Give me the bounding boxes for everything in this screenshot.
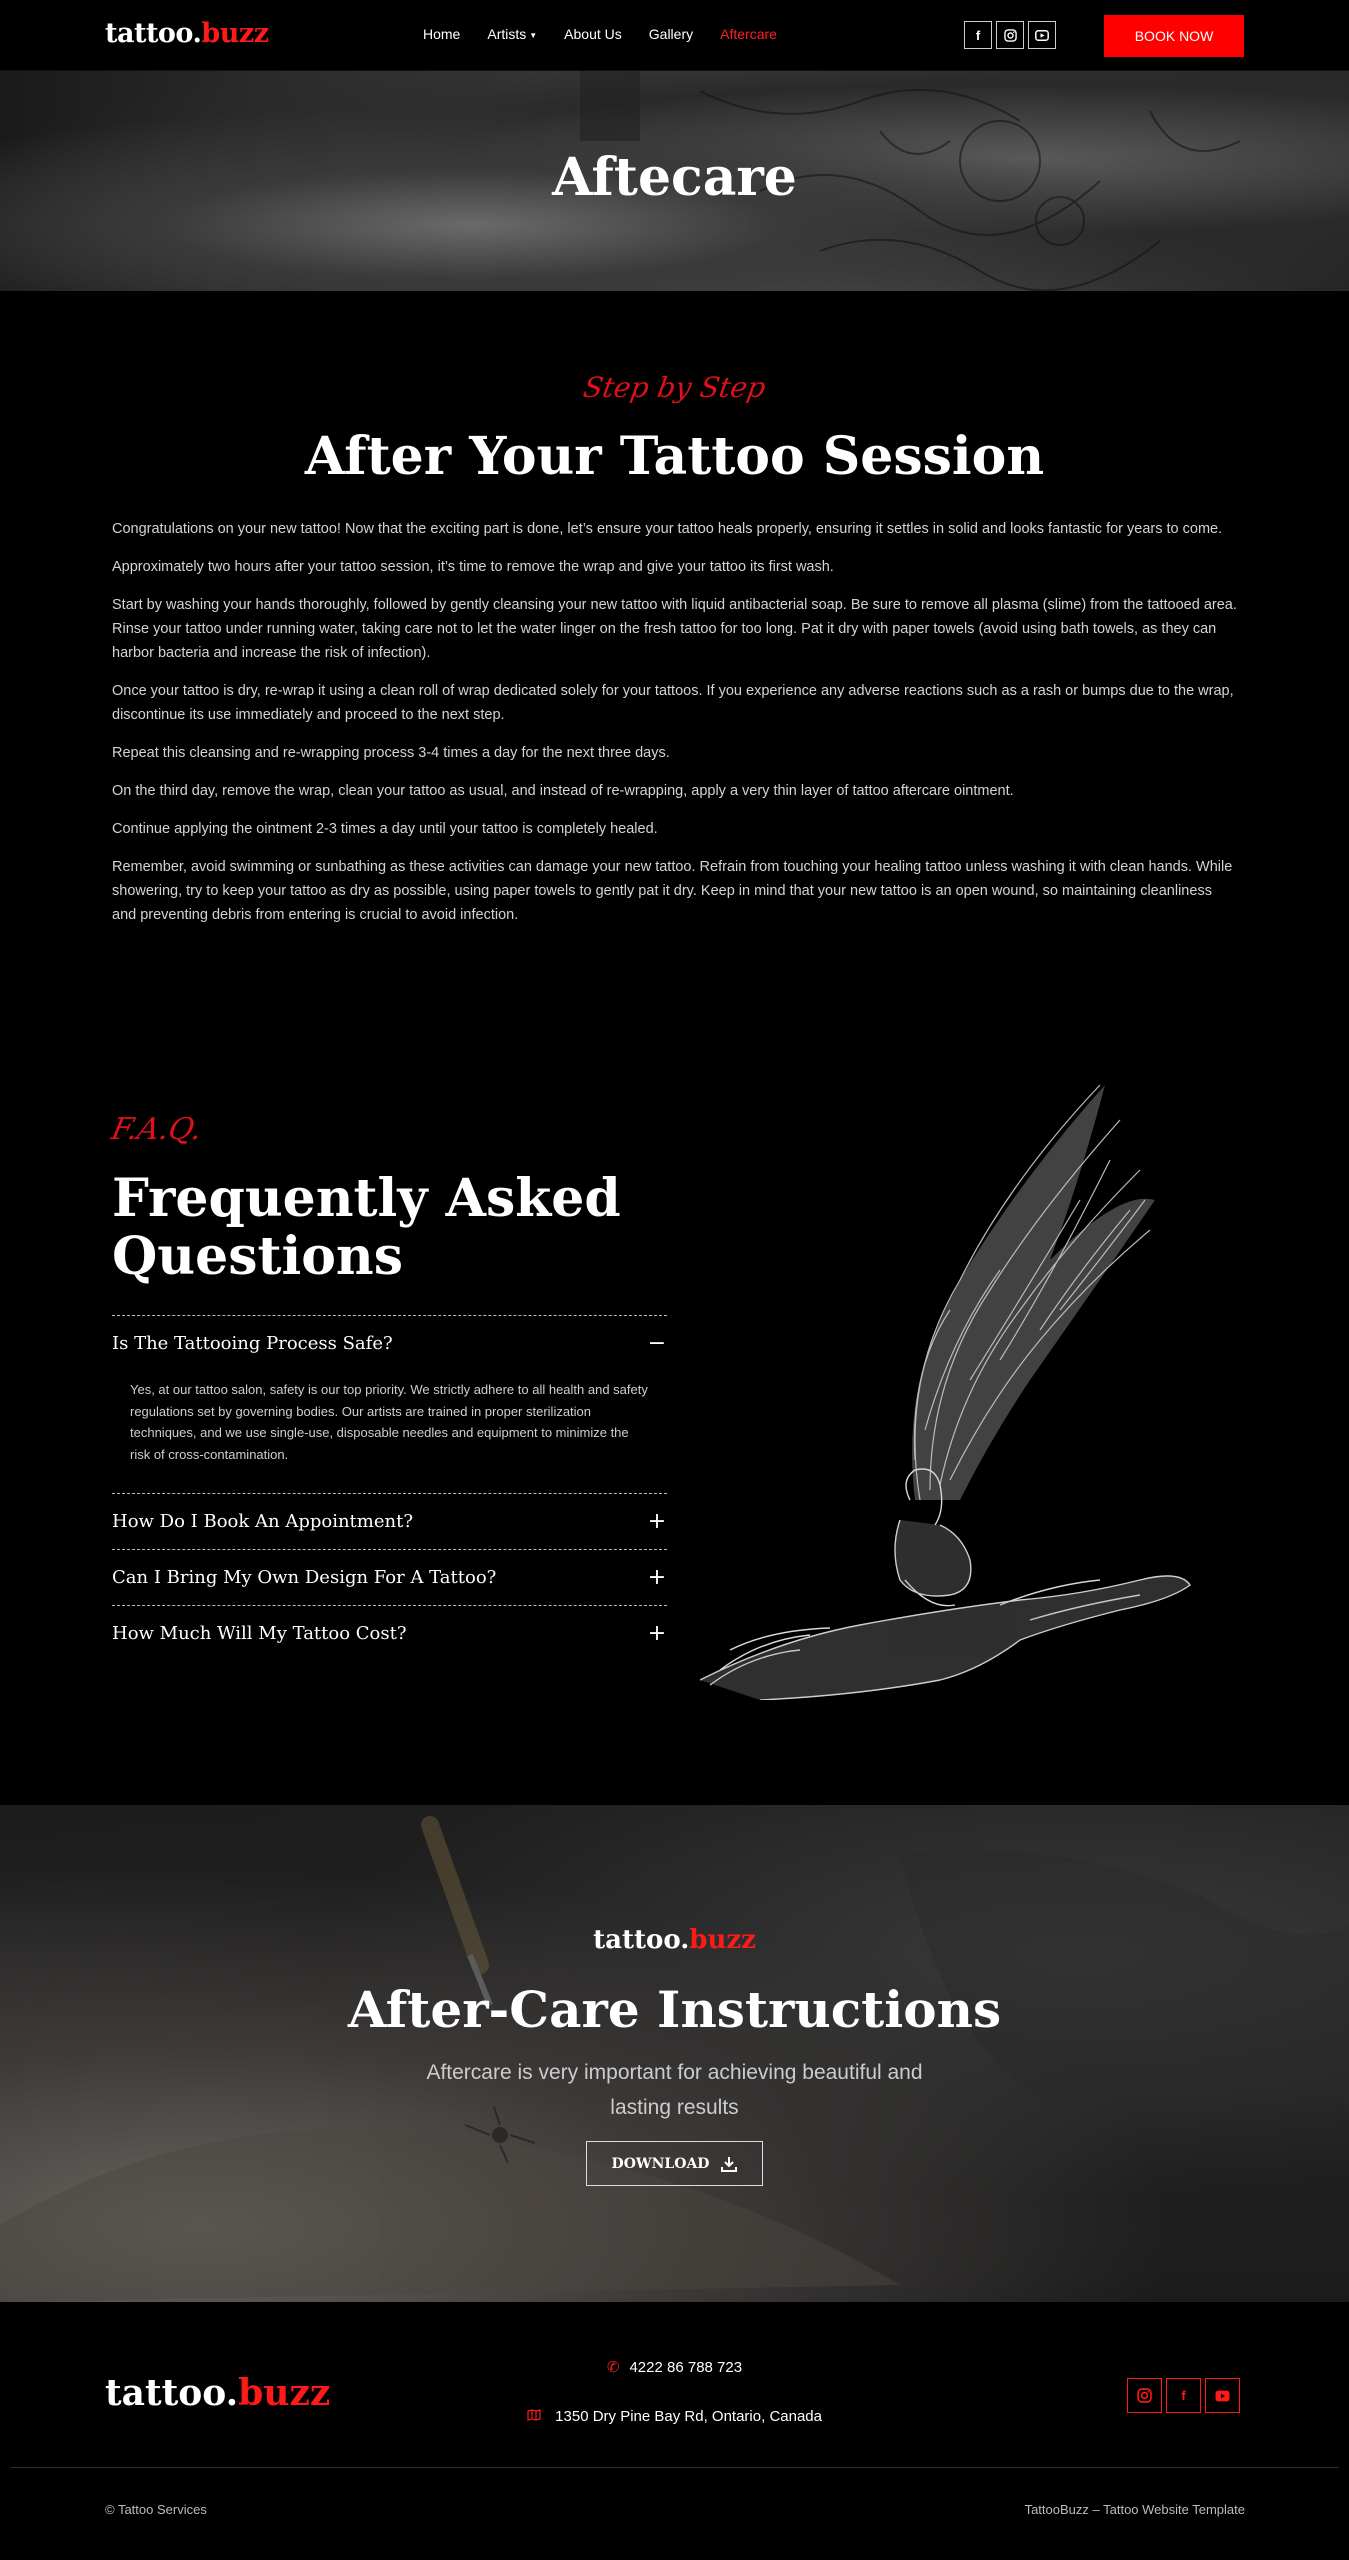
map-icon — [527, 2408, 545, 2425]
faq-item — [112, 1315, 667, 1493]
aftercare-download-banner — [0, 1805, 1349, 2302]
download-icon — [721, 2156, 737, 2172]
paragraph: Congratulations on your new tattoo! Now that the exciting part is done, let’s ensure your tattoo heals properly, ensuring it settles in solid and looks fantastic for years to come. — [112, 521, 1223, 537]
site-footer — [0, 2302, 1349, 2560]
paragraph: Continue applying the ointment 2-3 times a day until your tattoo is completely healed. — [112, 821, 658, 837]
banner-logo-text: tattoo. — [593, 1925, 690, 1955]
youtube-icon[interactable] — [1205, 2378, 1240, 2413]
faq-accordion — [112, 1315, 667, 1661]
header-social-links — [964, 21, 1056, 49]
plus-icon: + — [647, 1621, 667, 1646]
top-navbar — [0, 0, 1349, 71]
instagram-icon[interactable] — [1127, 2378, 1162, 2413]
faq-question: How Much Will My Tattoo Cost? — [112, 1623, 407, 1644]
nav-item-artists-label: Artists — [487, 26, 527, 42]
section-script-label: Step by Step — [580, 371, 769, 404]
nav-item-artists[interactable] — [487, 26, 537, 42]
faq-question-toggle[interactable] — [112, 1550, 667, 1605]
logo-text: tattoo. — [105, 18, 202, 49]
faq-question-toggle[interactable] — [112, 1494, 667, 1549]
paragraph: Start by washing your hands thoroughly, followed by gently cleansing your new tattoo with liquid antibacterial soap. Be sure to remove all plasma (slime) from the tattooed area. Rinse your tattoo under running water, taking care not to let the water linger on the fresh tattoo for too long. Pat it dry with paper towels (avoid using bath towels, as they can harbor bacteria and increase the risk of infection). — [112, 597, 1237, 661]
faq-item — [112, 1605, 667, 1661]
facebook-icon[interactable]: f — [964, 21, 992, 49]
phone-icon: ✆ — [606, 2359, 620, 2376]
faq-question: How Do I Book An Appointment? — [112, 1511, 413, 1532]
faq-answer: Yes, at our tattoo salon, safety is our top priority. We strictly adhere to all health and safety regulations set by governing bodies. Our artists are trained in proper sterilization techniques, and we use single-use, disposable needles and equipment to minimize the risk of cross-contamination. — [130, 1382, 648, 1462]
faq-item — [112, 1493, 667, 1549]
instagram-icon[interactable] — [996, 21, 1024, 49]
facebook-icon[interactable]: f — [1166, 2378, 1201, 2413]
chevron-down-icon: ▼ — [529, 30, 538, 40]
logo-accent-text: buzz — [201, 18, 269, 49]
footer-address-text: 1350 Dry Pine Bay Rd, Ontario, Canada — [555, 2408, 822, 2425]
faq-question-toggle[interactable] — [112, 1316, 667, 1371]
youtube-icon[interactable] — [1028, 21, 1056, 49]
site-logo[interactable] — [105, 18, 269, 49]
paragraph: Repeat this cleansing and re-wrapping process 3-4 times a day for the next three days. — [112, 745, 670, 761]
plus-icon: + — [647, 1565, 667, 1590]
angel-sketch-illustration — [700, 1080, 1220, 1700]
footer-logo-accent: buzz — [238, 2372, 331, 2414]
faq-question: Can I Bring My Own Design For A Tattoo? — [112, 1567, 497, 1588]
banner-logo — [0, 1925, 1349, 1955]
faq-title: Frequently Asked Questions — [112, 1168, 621, 1287]
footer-divider — [10, 2467, 1339, 2468]
faq-question: Is The Tattooing Process Safe? — [112, 1333, 393, 1354]
plus-icon: + — [647, 1509, 667, 1534]
download-button[interactable] — [586, 2141, 763, 2186]
paragraph: Approximately two hours after your tattoo session, it’s time to remove the wrap and give your tattoo its first wash. — [112, 559, 834, 575]
paragraph: Remember, avoid swimming or sunbathing as these activities can damage your new tattoo. Refrain from touching your healing tattoo unless washing it with clean hands. While showering, try to keep your tattoo as dry as possible, using paper towels to gently pat it dry. Keep in mind that your new tattoo is an open wound, so maintaining cleanliness and preventing debris from entering is crucial to avoid infection. — [112, 859, 1233, 923]
footer-phone[interactable] — [0, 2358, 1349, 2376]
nav-item-about[interactable]: About Us — [564, 26, 622, 42]
footer-social-links — [1127, 2378, 1240, 2413]
nav-item-aftercare[interactable]: Aftercare — [720, 26, 777, 42]
banner-title: After-Care Instructions — [347, 1980, 1002, 2039]
minus-icon: − — [647, 1331, 667, 1356]
copyright: © Tattoo Services — [105, 2502, 207, 2517]
banner-background-image — [0, 1805, 1349, 2302]
faq-question-toggle[interactable] — [112, 1606, 667, 1661]
download-button-label: DOWNLOAD — [611, 2155, 710, 2172]
aftercare-paragraphs — [112, 517, 1240, 941]
faq-item — [112, 1549, 667, 1605]
footer-logo-text: tattoo. — [105, 2372, 239, 2414]
nav-item-home[interactable]: Home — [423, 26, 461, 42]
template-credit: TattooBuzz – Tattoo Website Template — [1024, 2502, 1245, 2517]
footer-phone-text: 4222 86 788 723 — [629, 2359, 743, 2376]
page-hero — [0, 71, 1349, 291]
page-title: Aftecare — [552, 147, 797, 208]
banner-logo-accent: buzz — [689, 1925, 756, 1955]
faq-script-label: F.A.Q. — [108, 1112, 206, 1147]
section-title: After Your Tattoo Session — [304, 426, 1045, 487]
nav-item-gallery[interactable]: Gallery — [648, 26, 694, 42]
book-now-button[interactable]: BOOK NOW — [1104, 15, 1244, 57]
main-menu — [423, 26, 804, 42]
paragraph: Once your tattoo is dry, re-wrap it using a clean roll of wrap dedicated solely for your tattoos. If you experience any adverse reactions such as a rash or bumps due to the wrap, discontinue its use immediately and proceed to the next step. — [112, 683, 1234, 723]
banner-subtitle: Aftercare is very important for achieving beautiful and lasting results — [426, 2061, 923, 2119]
paragraph: On the third day, remove the wrap, clean your tattoo as usual, and instead of re-wrapping, apply a very thin layer of tattoo aftercare ointment. — [112, 783, 1014, 799]
